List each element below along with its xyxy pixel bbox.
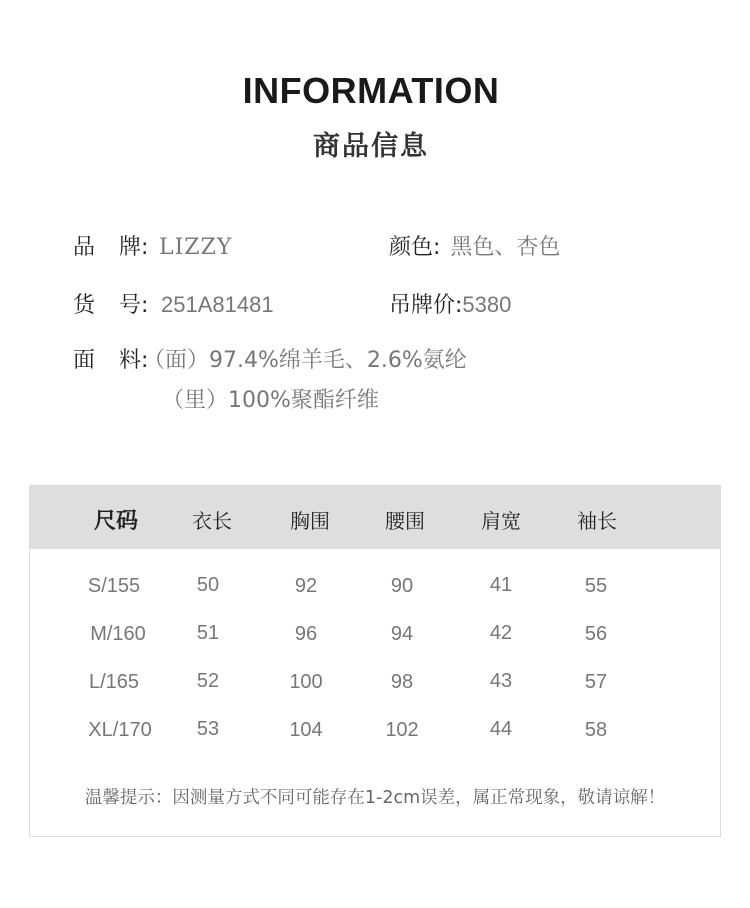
table-cell-length: 52 <box>196 670 220 692</box>
color-label: 颜色: <box>389 235 441 260</box>
fabric-label <box>73 346 149 376</box>
item-no-label-char-1: 货 <box>73 293 96 318</box>
color-row <box>389 233 560 263</box>
fabric-row-2 <box>162 386 379 416</box>
measurement-note: 温馨提示：因测量方式不同可能存在1-2cm误差，属正常现象，敬请谅解！ <box>84 788 666 808</box>
fabric-label-char-2: 料: <box>119 348 149 373</box>
brand-label-char-1: 品 <box>73 235 96 260</box>
item-no-value: 251A81481 <box>161 292 274 317</box>
fabric-line-2: （里）100%聚酯纤维 <box>162 388 379 413</box>
table-cell-shoulder: 43 <box>489 670 513 692</box>
fabric-label-char-1: 面 <box>73 348 96 373</box>
table-cell-waist: 102 <box>385 719 419 741</box>
fabric-row <box>73 346 467 376</box>
color-value: 黑色、杏色 <box>450 235 561 260</box>
table-cell-sleeve: 55 <box>584 575 608 597</box>
tag-price-value: 5380 <box>462 292 512 317</box>
table-cell-chest: 100 <box>289 671 323 693</box>
size-table <box>29 485 721 837</box>
item-no-row <box>73 290 274 321</box>
brand-row <box>73 233 232 263</box>
table-cell-sleeve: 57 <box>584 671 608 693</box>
table-cell-shoulder: 42 <box>489 622 513 644</box>
size-table-header <box>30 486 720 549</box>
tag-price-row <box>389 290 511 321</box>
header-shoulder: 肩宽 <box>481 509 521 533</box>
table-cell-size: S/155 <box>87 575 141 597</box>
brand-value: LIZZY <box>159 235 233 260</box>
table-cell-size: L/165 <box>88 671 140 693</box>
item-no-label <box>73 291 149 321</box>
header-size: 尺码 <box>93 509 138 534</box>
page-title-en: INFORMATION <box>242 70 500 111</box>
header-chest: 胸围 <box>290 509 330 533</box>
brand-label <box>73 233 149 263</box>
table-cell-chest: 92 <box>294 575 318 597</box>
fabric-line-1: （面）97.4%绵羊毛、2.6%氨纶 <box>143 348 467 373</box>
table-cell-chest: 96 <box>294 623 318 645</box>
table-cell-waist: 90 <box>390 575 414 597</box>
table-cell-size: XL/170 <box>88 719 152 741</box>
table-cell-sleeve: 58 <box>584 719 608 741</box>
page-title-cn: 商品信息 <box>313 131 429 162</box>
table-cell-shoulder: 44 <box>489 718 513 740</box>
item-no-label-char-2: 号: <box>119 293 149 318</box>
table-cell-chest: 104 <box>289 719 323 741</box>
table-cell-length: 53 <box>196 718 220 740</box>
tag-price-label: 吊牌价: <box>389 293 463 318</box>
table-cell-sleeve: 56 <box>584 623 608 645</box>
table-cell-size: M/160 <box>90 623 146 645</box>
header-sleeve: 袖长 <box>577 509 617 533</box>
header-length: 衣长 <box>192 509 232 533</box>
table-cell-waist: 94 <box>390 623 414 645</box>
table-cell-length: 50 <box>196 574 220 596</box>
table-cell-shoulder: 41 <box>489 574 513 596</box>
header-waist: 腰围 <box>385 509 425 533</box>
brand-label-char-2: 牌: <box>119 235 149 260</box>
table-cell-waist: 98 <box>390 671 414 693</box>
table-cell-length: 51 <box>196 622 220 644</box>
